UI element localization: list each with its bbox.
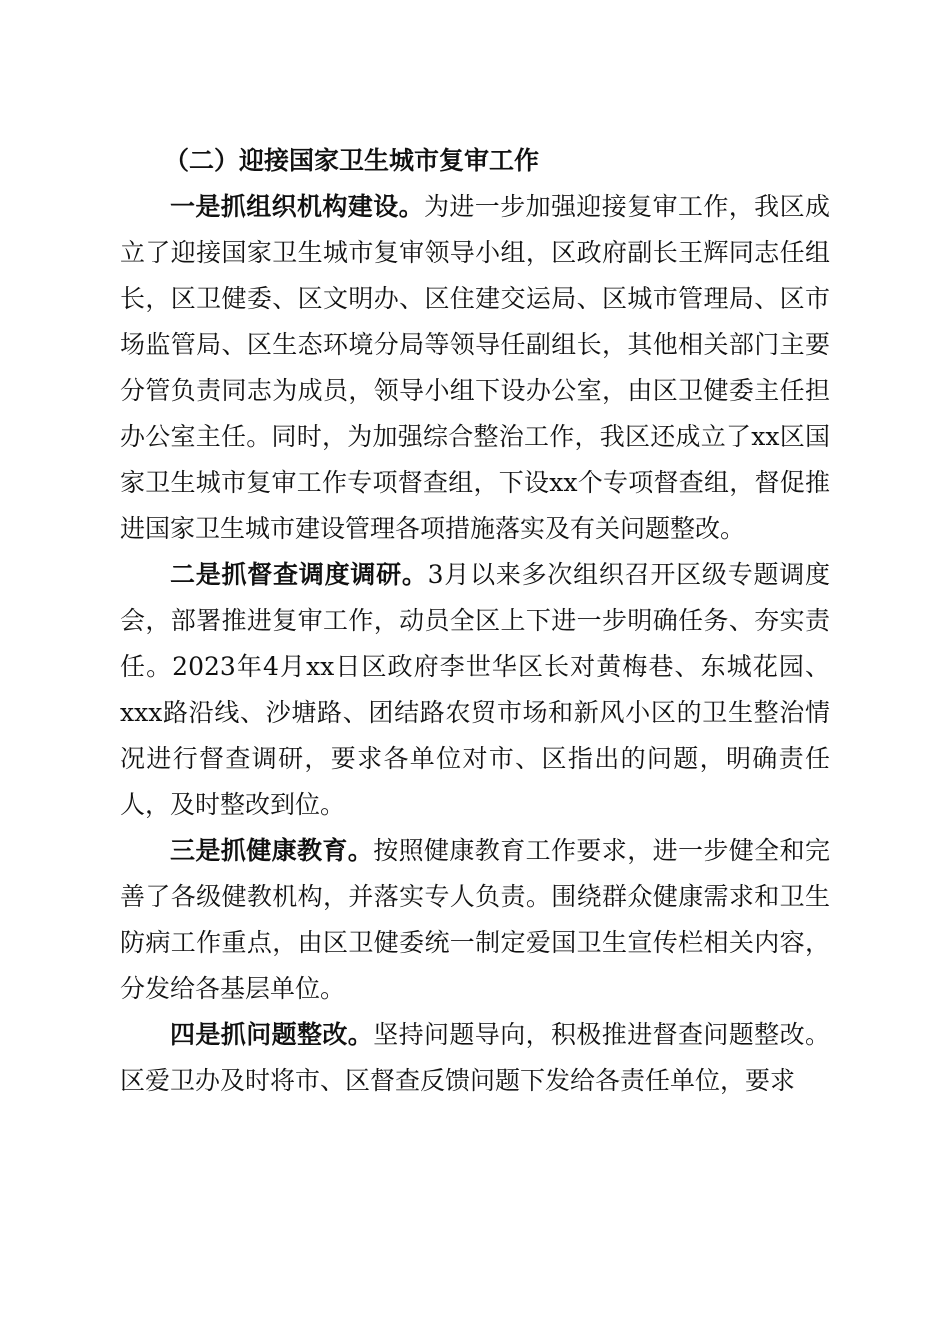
paragraph-body: 3月以来多次组织召开区级专题调度会，部署推进复审工作，动员全区上下进一步明确任务、夯实责任。2023年4月xx日区政府李世华区长对黄梅巷、东城花园、xxx路沿线、沙塘路、团结路农贸市场和新风小区的卫生整治情况进行督查调研，要求各单位对市、区指出的问题，明确责任人，及时整改到位。 xyxy=(120,560,830,819)
paragraph-body: 为进一步加强迎接复审工作，我区成立了迎接国家卫生城市复审领导小组，区政府副长王辉同志任组长，区卫健委、区文明办、区住建交运局、区城市管理局、区市场监管局、区生态环境分局等领导任副组长，其他相关部门主要分管负责同志为成员，领导小组下设办公室，由区卫健委主任担办公室主任。同时，为加强综合整治工作，我区还成立了xx区国家卫生城市复审工作专项督查组，下设xx个专项督查组，督促推进国家卫生城市建设管理各项措施落实及有关问题整改。 xyxy=(120,192,830,543)
paragraph-body: 按照健康教育工作要求，进一步健全和完善了各级健教机构，并落实专人负责。围绕群众健康需求和卫生防病工作重点，由区卫健委统一制定爱国卫生宣传栏相关内容，分发给各基层单位。 xyxy=(120,836,830,1003)
paragraph-lead: 一是抓组织机构建设。 xyxy=(170,192,424,221)
paragraph-lead: 二是抓督查调度调研。 xyxy=(170,560,428,589)
document-body xyxy=(120,138,830,1104)
paragraph-organization xyxy=(120,184,830,552)
paragraph-rectification xyxy=(120,1012,830,1104)
paragraph-body: 坚持问题导向，积极推进督查问题整改。区爱卫办及时将市、区督查反馈问题下发给各责任单位，要求 xyxy=(120,1020,830,1095)
paragraph-health-education xyxy=(120,828,830,1012)
paragraph-lead: 四是抓问题整改。 xyxy=(170,1020,374,1049)
paragraph-supervision xyxy=(120,552,830,828)
paragraph-lead: 三是抓健康教育。 xyxy=(170,836,374,865)
section-heading: （二）迎接国家卫生城市复审工作 xyxy=(164,146,540,175)
